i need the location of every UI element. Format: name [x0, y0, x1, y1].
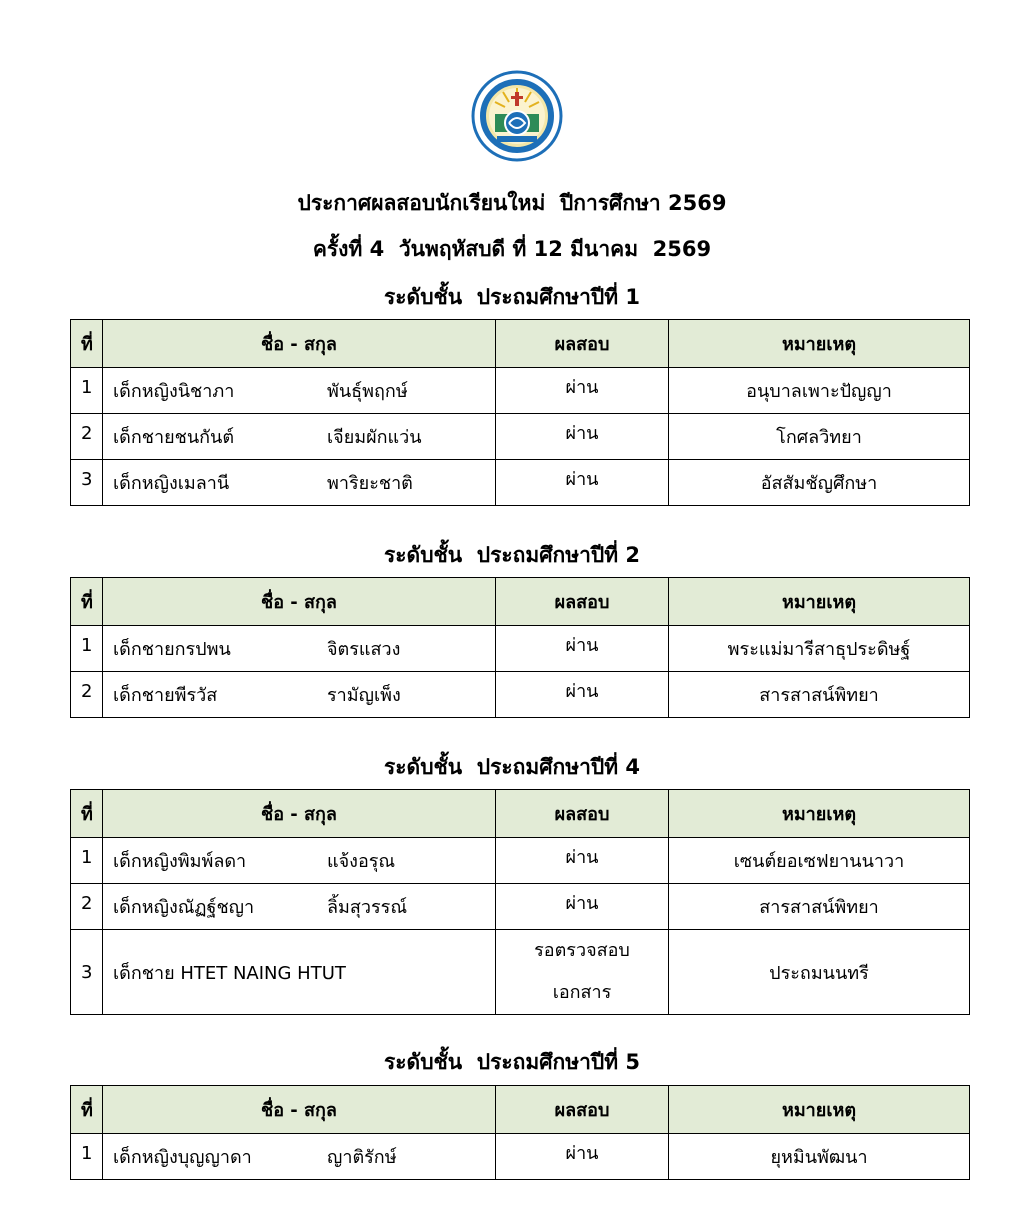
- column-header-name: ชื่อ - สกุล: [103, 578, 496, 626]
- table-header-row: [71, 578, 970, 626]
- table-row: [71, 672, 970, 718]
- results-table: [70, 319, 970, 506]
- column-header-no: ที่: [71, 320, 103, 368]
- remark: อนุบาลเพาะปัญญา: [669, 368, 970, 414]
- student-name: เด็กหญิงพิมพ์ลดา แจ้งอรุณ: [103, 838, 496, 884]
- column-header-note: หมายเหตุ: [669, 790, 970, 838]
- announcement-subtitle: ครั้งที่ 4 วันพฤหัสบดี ที่ 12 มีนาคม 2569: [312, 237, 712, 261]
- remark: อัสสัมชัญศึกษา: [669, 460, 970, 506]
- table-header-row: [71, 1086, 970, 1134]
- section-heading: ระดับชั้น ประถมศึกษาปีที่ 1: [384, 285, 640, 309]
- exam-result: ผ่าน: [496, 672, 669, 718]
- announcement-title: ประกาศผลสอบนักเรียนใหม่ ปีการศึกษา 2569: [297, 191, 727, 215]
- results-table: [70, 789, 970, 1015]
- row-number: 1: [71, 368, 103, 414]
- school-logo: [471, 70, 563, 162]
- remark: ยุหมินพัฒนา: [669, 1134, 970, 1180]
- table-row: [71, 626, 970, 672]
- table-row: [71, 930, 970, 1015]
- exam-result: ผ่าน: [496, 1134, 669, 1180]
- column-header-result: ผลสอบ: [496, 320, 669, 368]
- column-header-no: ที่: [71, 1086, 103, 1134]
- results-table: [70, 577, 970, 718]
- student-name: เด็กหญิงณัฏฐ์ชญา ลิ้มสุวรรณ์: [103, 884, 496, 930]
- exam-result: ผ่าน: [496, 626, 669, 672]
- section-heading: ระดับชั้น ประถมศึกษาปีที่ 4: [384, 755, 640, 779]
- student-name: เด็กหญิงเมลานี พาริยะชาติ: [103, 460, 496, 506]
- student-name: เด็กหญิงบุญญาดา ญาติรักษ์: [103, 1134, 496, 1180]
- row-number: 2: [71, 414, 103, 460]
- remark: พระแม่มารีสาธุประดิษฐ์: [669, 626, 970, 672]
- row-number: 1: [71, 838, 103, 884]
- row-number: 1: [71, 1134, 103, 1180]
- student-name: เด็กชายกรปพน จิตรแสวง: [103, 626, 496, 672]
- section-heading: ระดับชั้น ประถมศึกษาปีที่ 2: [384, 543, 640, 567]
- column-header-no: ที่: [71, 578, 103, 626]
- results-table: [70, 1085, 970, 1180]
- remark: สารสาสน์พิทยา: [669, 672, 970, 718]
- column-header-note: หมายเหตุ: [669, 578, 970, 626]
- student-name: เด็กหญิงนิชาภา พันธุ์พฤกษ์: [103, 368, 496, 414]
- student-name: เด็กชาย HTET NAING HTUT: [103, 930, 496, 1015]
- row-number: 1: [71, 626, 103, 672]
- column-header-note: หมายเหตุ: [669, 1086, 970, 1134]
- row-number: 3: [71, 460, 103, 506]
- column-header-name: ชื่อ - สกุล: [103, 790, 496, 838]
- table-row: [71, 460, 970, 506]
- table-row: [71, 1134, 970, 1180]
- column-header-result: ผลสอบ: [496, 790, 669, 838]
- row-number: 3: [71, 930, 103, 1015]
- column-header-name: ชื่อ - สกุล: [103, 1086, 496, 1134]
- row-number: 2: [71, 884, 103, 930]
- exam-result: ผ่าน: [496, 368, 669, 414]
- table-header-row: [71, 320, 970, 368]
- table-header-row: [71, 790, 970, 838]
- column-header-name: ชื่อ - สกุล: [103, 320, 496, 368]
- exam-result: ผ่าน: [496, 414, 669, 460]
- exam-result: ผ่าน: [496, 838, 669, 884]
- exam-result: ผ่าน: [496, 460, 669, 506]
- column-header-note: หมายเหตุ: [669, 320, 970, 368]
- student-name: เด็กชายชนกันต์ เจียมผักแว่น: [103, 414, 496, 460]
- remark: ประถมนนทรี: [669, 930, 970, 1015]
- column-header-result: ผลสอบ: [496, 578, 669, 626]
- student-name: เด็กชายพีรวัส รามัญเพ็ง: [103, 672, 496, 718]
- remark: โกศลวิทยา: [669, 414, 970, 460]
- remark: สารสาสน์พิทยา: [669, 884, 970, 930]
- table-row: [71, 838, 970, 884]
- table-row: [71, 368, 970, 414]
- row-number: 2: [71, 672, 103, 718]
- column-header-result: ผลสอบ: [496, 1086, 669, 1134]
- table-row: [71, 884, 970, 930]
- remark: เซนต์ยอเซฟยานนาวา: [669, 838, 970, 884]
- table-row: [71, 414, 970, 460]
- exam-result: รอตรวจสอบ เอกสาร: [496, 930, 669, 1015]
- section-heading: ระดับชั้น ประถมศึกษาปีที่ 5: [384, 1050, 640, 1074]
- exam-result: ผ่าน: [496, 884, 669, 930]
- column-header-no: ที่: [71, 790, 103, 838]
